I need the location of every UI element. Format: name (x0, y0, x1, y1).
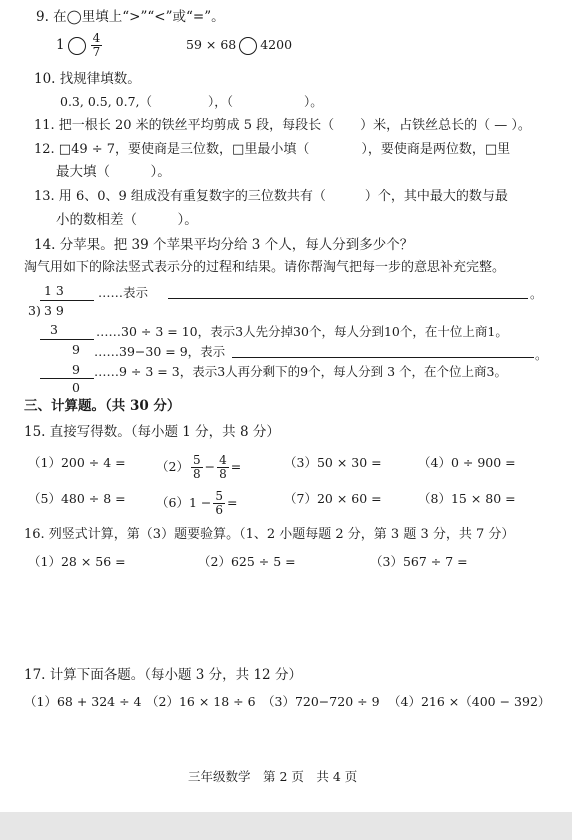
q9-compare-left (56, 32, 104, 59)
division-line (40, 339, 94, 340)
item-label: （6）1 − (156, 495, 212, 510)
division-dividend: 3 9 (44, 303, 64, 318)
q15-item: （7）20 × 60 = (284, 491, 382, 506)
q17-item: （2）16 × 18 ÷ 6 (146, 694, 256, 709)
frac-num: 4 (92, 31, 101, 45)
q16-item: （3）567 ÷ 7 = (370, 554, 468, 569)
division-step3: 9 (72, 362, 80, 377)
q15-item: （4）0 ÷ 900 = (418, 455, 516, 470)
equals: = (230, 459, 242, 474)
division-step2: 9 (72, 342, 80, 357)
q14-note3: ……9 ÷ 3 = 3，表示3人再分剩下的9个，每人分到 3 个，在个位上商3。 (94, 364, 507, 379)
q9-left-int: 1 (56, 37, 65, 53)
frac-num: 5 (192, 453, 201, 467)
item-label: （2） (156, 459, 189, 474)
compare-circle[interactable] (239, 37, 257, 55)
q15-item: （5）480 ÷ 8 = (28, 491, 126, 506)
q15-stem: 15. 直接写得数。（每小题 1 分，共 8 分） (24, 424, 280, 440)
fraction (191, 454, 203, 481)
division-bracket: ) (35, 303, 41, 318)
frac-num: 4 (219, 453, 227, 467)
minus-op: − (204, 459, 216, 474)
section-3-title: 三、计算题。（共 30 分） (24, 398, 181, 414)
q15-item-2 (156, 454, 241, 481)
q14-note0: ……表示 (98, 285, 149, 300)
q17-item: （1）68 + 324 ÷ 4 (24, 694, 142, 709)
division-line (40, 378, 94, 379)
q9-right-right: 4200 (260, 37, 293, 52)
compare-circle[interactable] (68, 37, 86, 55)
division-bar (40, 300, 94, 301)
q14-period0: 。 (530, 286, 543, 301)
q10-mid: ），（ (208, 94, 234, 109)
frac-den: 6 (215, 503, 223, 517)
division-step4: 0 (72, 380, 80, 395)
q13-line1: 13. 用 6、0、9 组成没有重复数字的三位数共有（ ）个，其中最大的数与最 (34, 189, 508, 204)
q17-stem: 17. 计算下面各题。（每小题 3 分，共 12 分） (24, 667, 302, 683)
q9-right-left: 59 × 68 (186, 37, 237, 52)
q14-note1: ……30 ÷ 3 = 10，表示3人先分掉30个，每人分到10个，在十位上商1。 (96, 324, 508, 339)
q12-line2: 最大填（ ）。 (56, 164, 171, 180)
q14-line1: 14. 分苹果。把 39 个苹果平均分给 3 个人，每人分到多少个？ (34, 237, 414, 253)
answer-blank[interactable] (232, 357, 534, 358)
q12-line1: 12. □49 ÷ 7，要使商是三位数，□里最小填（ ），要使商是两位数，□里 (34, 142, 511, 157)
q14-note2: ……39−30 = 9，表示 (94, 344, 226, 359)
q15-item-6 (156, 490, 237, 517)
frac-num: 5 (215, 489, 223, 503)
frac-den: 8 (192, 467, 201, 481)
q9-fraction (91, 32, 103, 59)
q17-item: （4）216 ×（400 − 392） (388, 694, 551, 709)
q16-item: （1）28 × 56 = (28, 554, 126, 569)
viewer-bottom-bar (0, 812, 572, 840)
fraction (217, 454, 229, 481)
q16-stem: 16. 列竖式计算，第（3）题要验算。（1、2 小题每题 2 分，第 3 题 3 分，共 7 分） (24, 527, 515, 542)
q15-item: （8）15 × 80 = (418, 491, 516, 506)
frac-den: 7 (92, 45, 101, 59)
q10-seq: 0.3, 0.5, 0.7,（ (60, 94, 153, 109)
q16-item: （2）625 ÷ 5 = (198, 554, 296, 569)
q14-period2: 。 (535, 347, 548, 362)
divisor-value: 3 (28, 303, 36, 318)
page-footer: 三年级数学 第 2 页 共 4 页 (188, 769, 358, 784)
answer-blank[interactable] (168, 298, 528, 299)
frac-den: 8 (219, 467, 227, 481)
q10-end: ）。 (304, 94, 323, 109)
equals: = (227, 495, 238, 510)
division-divisor (28, 303, 41, 318)
q11-text: 11. 把一根长 20 米的铁丝平均剪成 5 段，每段长（ ）米，占铁丝总长的（ — ）。 (34, 118, 531, 133)
q15-item: （1）200 ÷ 4 = (28, 455, 126, 470)
q9-stem: 9. 在◯里填上“>”“<”或“=”。 (36, 9, 225, 25)
q14-line2: 淘气用如下的除法竖式表示分的过程和结果。请你帮淘气把每一步的意思补充完整。 (24, 260, 506, 275)
q13-line2: 小的数相差（ ）。 (56, 212, 198, 228)
q10-stem: 10. 找规律填数。 (34, 71, 141, 87)
division-quotient: 1 3 (44, 283, 64, 298)
division-step1: 3 (50, 322, 58, 337)
q9-compare-right (186, 36, 292, 55)
fraction (213, 490, 225, 517)
q17-item: （3）720−720 ÷ 9 (262, 694, 380, 709)
q15-item: （3）50 × 30 = (284, 455, 382, 470)
